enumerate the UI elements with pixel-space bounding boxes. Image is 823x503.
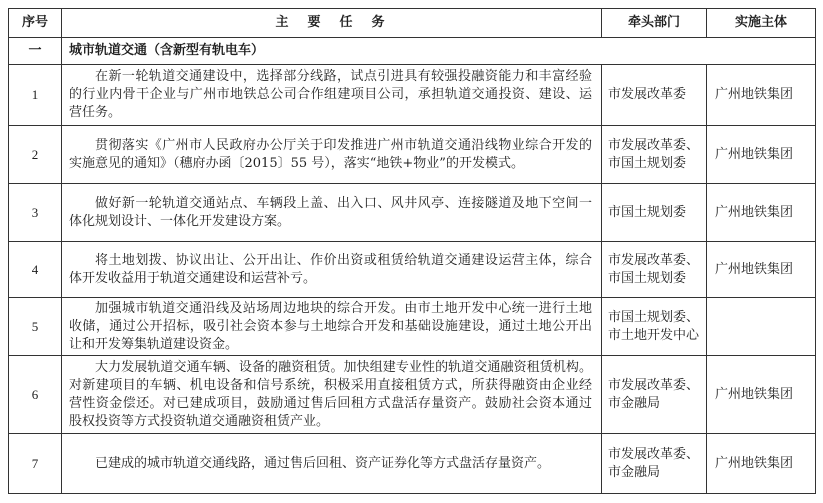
table-row: [9, 126, 816, 184]
task-line: 大力发展轨道交通车辆、设备的融资租赁。加快组建专业性的轨道交通融资租赁机构。: [95, 359, 592, 375]
header-number: 序号: [9, 9, 62, 38]
task-line: 实施意见的通知》（穗府办函〔2015〕55 号），落实“地铁+物业”的开发模式。: [69, 155, 524, 171]
implementing-entity: 广州地铁集团: [707, 184, 816, 242]
lead-department: 市国土规划委、市土地开发中心: [602, 298, 707, 356]
task-line: 将土地划拨、协议出让、公开出让、作价出资或租赁给轨道交通建设运营主体，综合: [95, 252, 592, 268]
task-cell: [62, 65, 602, 126]
row-number: 1: [9, 65, 62, 126]
task-cell: [62, 356, 602, 434]
section-row: [9, 38, 816, 65]
row-number: 4: [9, 242, 62, 298]
lead-department: 市发展改革委、市金融局: [602, 434, 707, 494]
task-line: 让和开发筹集轨道建设资金。: [69, 336, 239, 352]
header-implementer: 实施主体: [707, 9, 816, 38]
implementing-entity: 广州地铁集团: [707, 65, 816, 126]
task-table: [8, 8, 816, 494]
task-cell: [62, 126, 602, 184]
row-number: 3: [9, 184, 62, 242]
table-row: [9, 184, 816, 242]
task-line: 贯彻落实《广州市人民政府办公厅关于印发推进广州市轨道交通沿线物业综合开发的: [95, 137, 592, 153]
row-number: 5: [9, 298, 62, 356]
lead-department: 市发展改革委、市国土规划委: [602, 242, 707, 298]
task-line: 已建成的城市轨道交通线路，通过售后回租、资产证券化等方式盘活存量资产。: [95, 455, 551, 471]
implementing-entity: 广州地铁集团: [707, 242, 816, 298]
implementing-entity: [707, 298, 816, 356]
implementing-entity: 广州地铁集团: [707, 126, 816, 184]
header-lead-department: 牵头部门: [602, 9, 707, 38]
task-line: 在新一轮轨道交通建设中，选择部分线路，试点引进具有较强投融资能力和丰富经验: [95, 69, 592, 84]
table-row: [9, 298, 816, 356]
table-row: [9, 356, 816, 434]
implementing-entity: 广州地铁集团: [707, 356, 816, 434]
lead-department: 市国土规划委: [602, 184, 707, 242]
row-number: 7: [9, 434, 62, 494]
task-line: 体开发收益用于轨道交通建设和运营补亏。: [69, 270, 317, 286]
task-cell: [62, 298, 602, 356]
task-line: 股权投资等方式投资轨道交通融资租赁产业。: [69, 413, 330, 429]
task-line: 营任务。: [69, 105, 122, 120]
lead-department: 市发展改革委: [602, 65, 707, 126]
task-line: 对新建项目的车辆、机电设备和信号系统，积极采用直接租赁方式，所获得融资由企业经: [69, 377, 592, 393]
header-row: [9, 9, 816, 38]
section-title: 城市轨道交通（含新型有轨电车）: [62, 38, 816, 65]
implementing-entity: 广州地铁集团: [707, 434, 816, 494]
lead-department: 市发展改革委、市国土规划委: [602, 126, 707, 184]
table-row: [9, 65, 816, 126]
task-line: 做好新一轮轨道交通站点、车辆段上盖、出入口、风井风亭、连接隧道及地下空间一: [95, 195, 592, 211]
task-line: 收储，通过公开招标，吸引社会资本参与土地综合开发和基础设施建设，通过土地公开出: [69, 318, 592, 334]
table-row: [9, 434, 816, 494]
row-number: 6: [9, 356, 62, 434]
row-number: 2: [9, 126, 62, 184]
task-line: 的行业内骨干企业与广州市地铁总公司合作组建项目公司，承担轨道交通投资、建设、运: [69, 87, 592, 102]
task-line: 加强城市轨道交通沿线及站场周边地块的综合开发。由市土地开发中心统一进行土地: [95, 300, 592, 316]
task-cell: [62, 242, 602, 298]
task-line: 营性资金偿还。对已建成项目，鼓励通过售后回租方式盘活存量资产。鼓励社会资本通过: [69, 395, 592, 411]
section-number: 一: [9, 38, 62, 65]
task-cell: [62, 184, 602, 242]
header-main-task: 主 要 任 务: [62, 9, 602, 38]
task-cell: [62, 434, 602, 494]
task-line: 体化规划设计、一体化开发建设方案。: [69, 213, 291, 229]
lead-department: 市发展改革委、市金融局: [602, 356, 707, 434]
table-row: [9, 242, 816, 298]
